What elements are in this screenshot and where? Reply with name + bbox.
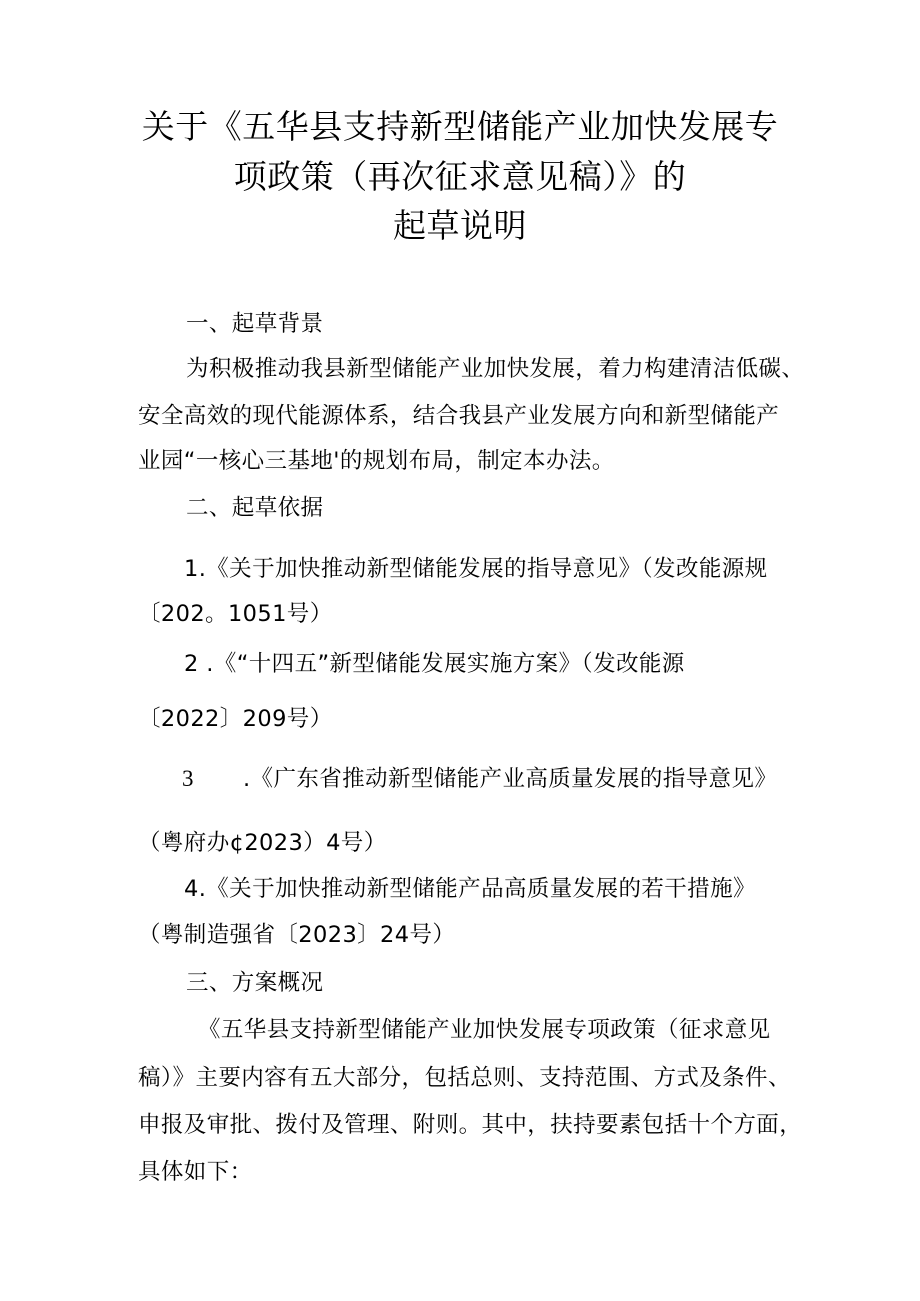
basis-item-3-number: 3 (182, 766, 194, 791)
section-1-paragraph-line-3: 业园“一核心三基地'的规划布局，制定本办法。 (138, 448, 615, 474)
section-1-paragraph-line-2: 安全高效的现代能源体系，结合我县产业发展方向和新型储能产 (138, 403, 780, 429)
section-1-heading: 一、起草背景 (186, 311, 324, 337)
basis-item-2-line-1: 2 .《“十四五”新型储能发展实施方案》（发改能源 (184, 651, 685, 677)
document-title-line-2: 项政策（再次征求意见稿）》的 (233, 157, 687, 196)
section-3-paragraph-line-3: 申报及审批、拨付及管理、附则。其中，扶持要素包括十个方面， (138, 1112, 803, 1138)
section-3-paragraph-line-2: 稿）》主要内容有五大部分，包括总则、支持范围、方式及条件、 (138, 1065, 791, 1091)
basis-item-3-line-2: （粤府办¢2023）4号） (138, 830, 387, 856)
basis-item-2-line-2: 〔2022〕209号） (138, 706, 333, 732)
section-3-heading: 三、方案概况 (186, 970, 324, 996)
document-title-line-1: 关于《五华县支持新型储能产业加快发展专 (141, 107, 779, 146)
section-1-paragraph-line-1: 为积极推动我县新型储能产业加快发展，着力构建清洁低碳、 (186, 356, 805, 382)
section-3-paragraph-line-1: 《五华县支持新型储能产业加快发展专项政策（征求意见 (198, 1017, 771, 1043)
section-3-paragraph-line-4: 具体如下： (138, 1159, 253, 1185)
document-title-line-3: 起草说明 (393, 206, 527, 245)
basis-item-1-line-2: 〔202。1051号） (138, 601, 333, 627)
section-2-heading: 二、起草依据 (186, 495, 324, 521)
basis-item-4-line-2: （粤制造强省〔2023〕24号） (138, 922, 456, 948)
basis-item-3-line-1: .《广东省推动新型储能产业高质量发展的指导意见》 (243, 766, 778, 792)
basis-item-4-line-1: 4.《关于加快推动新型储能产品高质量发展的若干措施》 (184, 876, 756, 902)
basis-item-1-line-1: 1.《关于加快推动新型储能发展的指导意见》（发改能源规 (184, 556, 768, 582)
